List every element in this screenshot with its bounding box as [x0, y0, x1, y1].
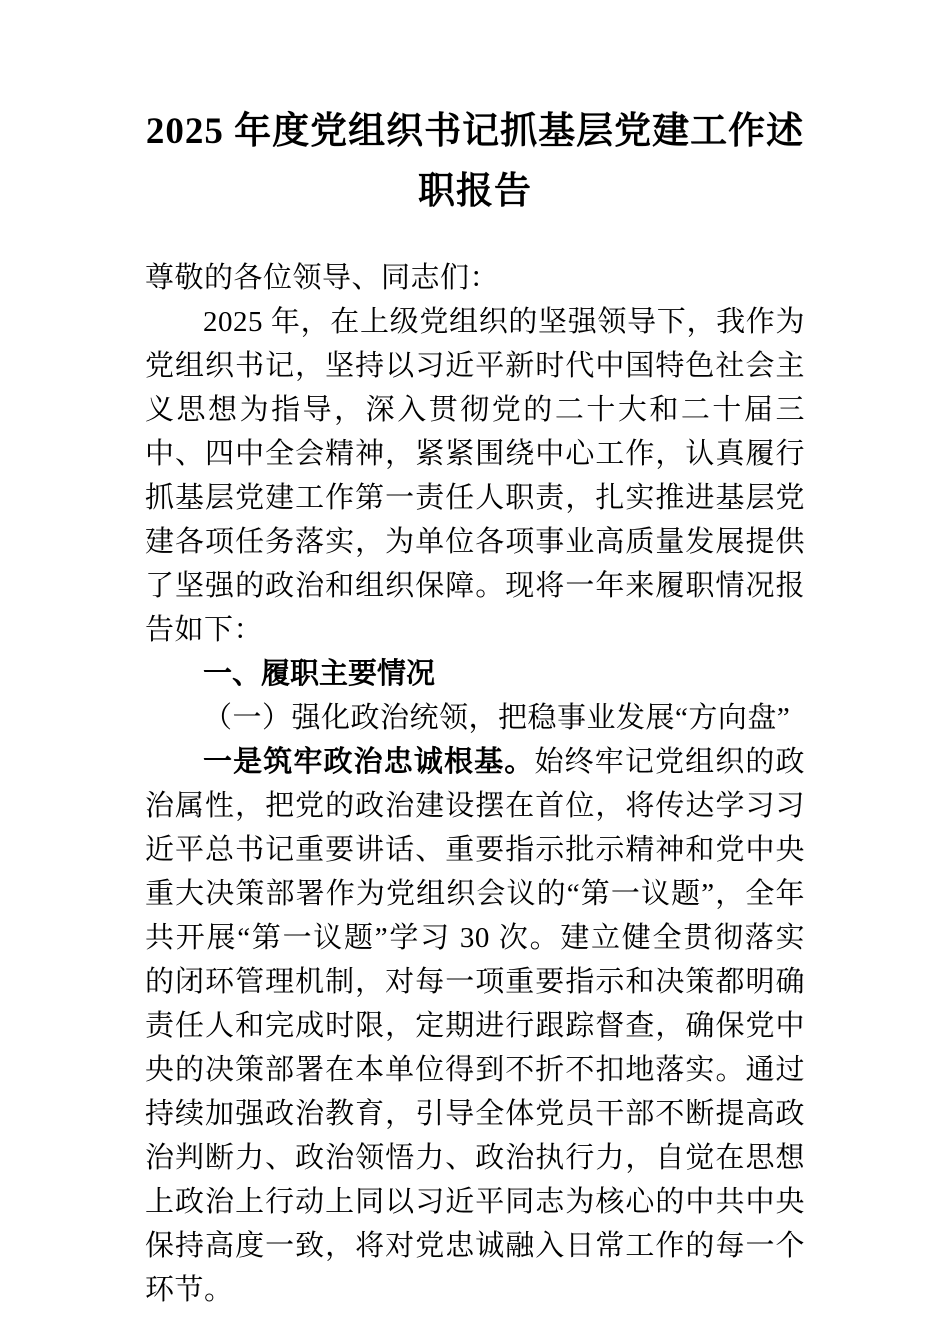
intro-paragraph: 2025 年，在上级党组织的坚强领导下，我作为党组织书记，坚持以习近平新时代中国特色社会主义思想为指导，深入贯彻党的二十大和二十届三中、四中全会精神，紧紧围绕中心工作，认真履行抓基层党建工作第一责任人职责，扎实推进基层党建各项任务落实，为单位各项事业高质量发展提供了坚强的政治和组织保障。现将一年来履职情况报告如下： [145, 306, 805, 646]
point-1-body-text: 始终牢记党组织的政治属性，把党的政治建设摆在首位，将传达学习习近平总书记重要讲话、重要指示批示精神和党中央重大决策部署作为党组织会议的“第一议题”，全年共开展“第一议题”学习 30 次。建立健全贯彻落实的闭环管理机制，对每一项重要指示和决策都明确责任人和完成时限，定期进行跟踪督查，确保党中央的决策部署在本单位得到不折不扣地落实。通过持续加强政治教育，引导全体党员干部不断提高政治判断力、政治领悟力、政治执行力，自觉在思想上政治上行动上同以习近平同志为核心的中共中央保持高度一致，将对党忠诚融入日常工作的每一个环节。 [145, 746, 805, 1306]
section-1-heading: 一、履职主要情况 [203, 658, 436, 690]
salutation-line: 尊敬的各位领导、同志们： [145, 262, 500, 294]
section-1-sub-1-heading: （一）强化政治统领，把稳事业发展“方向盘” [203, 702, 791, 734]
point-1-paragraph [145, 740, 805, 1312]
point-1-lead-in: 一是筑牢政治忠诚根基。 [203, 746, 535, 778]
document-title: 2025 年度党组织书记抓基层党建工作述职报告 [145, 111, 805, 212]
